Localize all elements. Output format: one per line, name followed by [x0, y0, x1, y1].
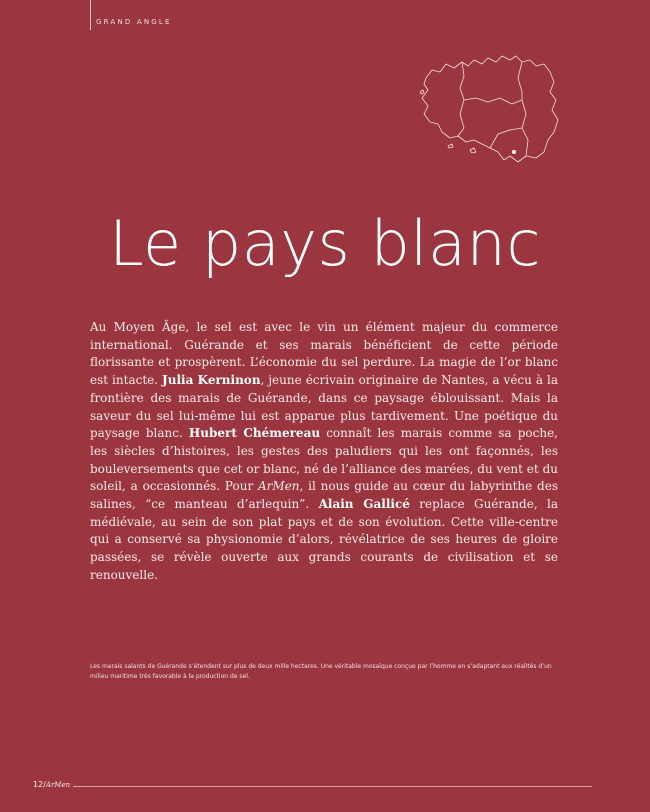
footer-rule — [58, 786, 592, 787]
intro-p3a: connaît les marais comme sa poche, les siècles d’histoires, les gestes des paludiers qui les ont façonnés, les bouleversements que cet or blanc, né de l’alliance des marées, du vent et du soleil, a occasionnés. Pour — [90, 426, 558, 494]
intro-p1: Au Moyen Âge, le sel est avec le vin un élément majeur du commerce international. Guérande et ses marais bénéficient de cette période florissante et prospèrent. L’économie du sel perdure. La magie de l’or blanc est intacte. — [90, 320, 558, 388]
intro-p4: replace Guérande, la médiévale, au sein de son plat pays et de son évolution. Cette ville-centre qui a conservé sa physionomie d’alors, révélatrice de ses heures de gloire passées, se révèle ouverte aux grands courants de civilisation et se renouvelle. — [90, 497, 558, 582]
brittany-map-icon — [418, 48, 568, 178]
footer-magazine: ArMen — [45, 781, 71, 789]
author-chemereau: Hubert Chémereau — [188, 426, 321, 441]
author-kerninon: Julia Kerninon — [162, 373, 261, 388]
page-title: Le pays blanc — [109, 207, 541, 280]
page-number: 12 — [33, 780, 44, 789]
magazine-name: ArMen — [258, 479, 300, 494]
section-label: GRAND ANGLE — [96, 18, 172, 26]
header-rule — [90, 0, 91, 30]
page-footer — [33, 780, 73, 789]
author-gallice: Alain Gallicé — [318, 497, 410, 512]
intro-text — [90, 319, 558, 585]
intro-paragraph — [90, 319, 558, 585]
intro-p2: , jeune écrivain originaire de Nantes, a vécu à la frontière des marais de Guérande, dans ce paysage éblouissant. Mais la saveur du sel lui-même lui est apparue plus tardivement. Une poétique du paysage blanc. — [90, 373, 558, 441]
intro-p3b: , il nous guide au cœur du labyrinthe des salines, “ce manteau d’arlequin”. — [90, 479, 558, 512]
photo-caption: Les marais salants de Guérande s’étendent sur plus de deux mille hectares. Une véritable mosaïque conçue par l’homme en s’adaptant aux réalités d’un milieu maritime très favorable à la production de sel. — [90, 663, 552, 680]
footer-separator: / — [43, 780, 46, 789]
